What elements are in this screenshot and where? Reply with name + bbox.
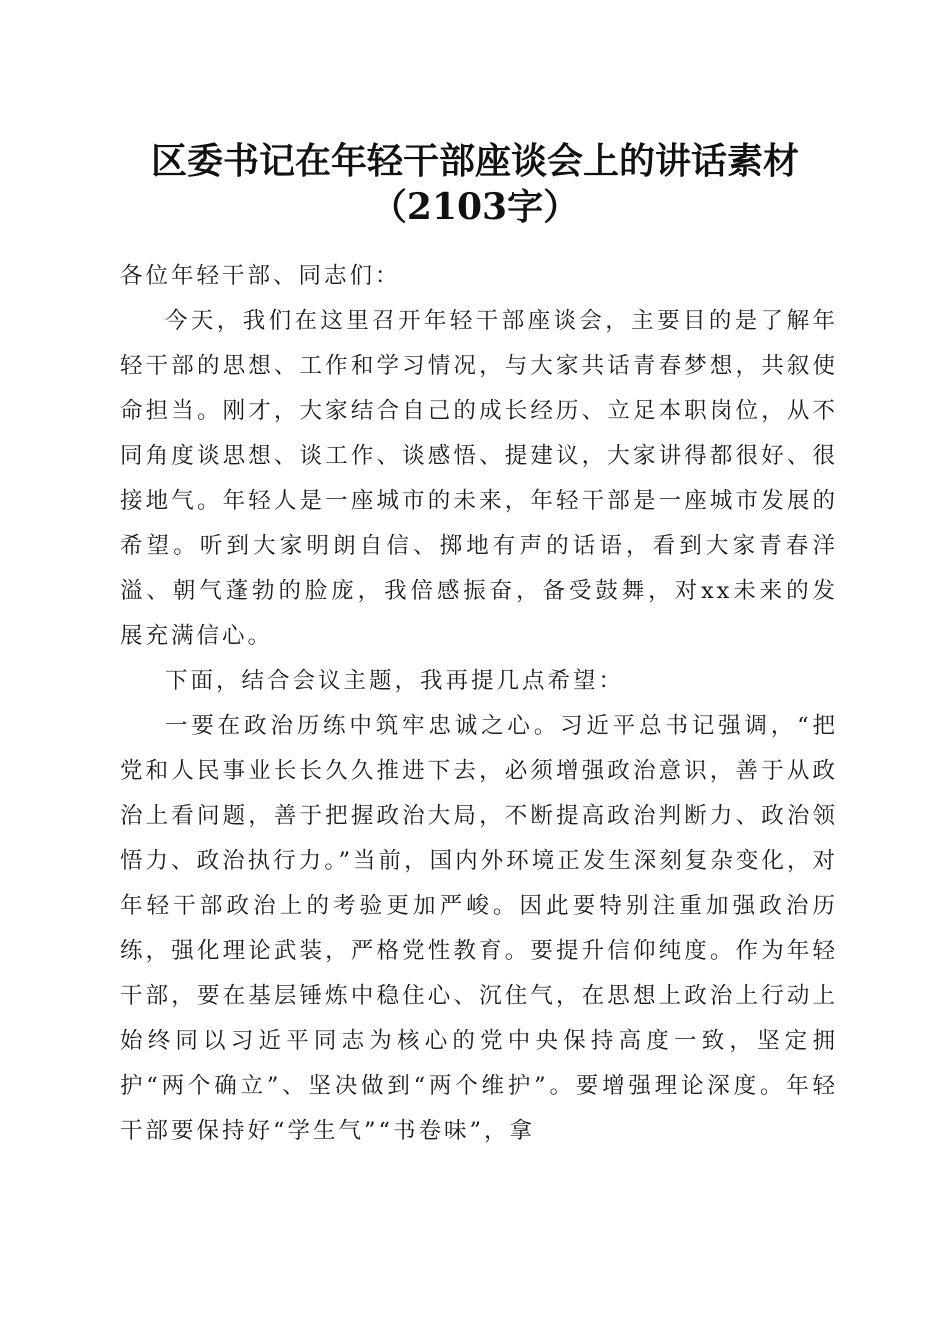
paragraph-transition: 下面，结合会议主题，我再提几点希望： [165,668,625,694]
paragraph-opening: 今天，我们在这里召开年轻干部座谈会，主要目的是了解年轻干部的思想、工作和学习情况，与大家共话青春梦想，共叙使命担当。刚才，大家结合自己的成长经历、立足本职岗位，从不同角度谈思想、谈工作、谈感悟、提建议，大家讲得都很好、很接地气。年轻人是一座城市的未来，年轻干部是一座城市发展的希望。听到大家明朗自信、掷地有声的话语，看到大家青春洋溢、朝气蓬勃的脸庞，我倍感振奋，备受鼓舞，对xx未来的发展充满信心。 [120,308,838,649]
title-block [0,138,950,230]
word-count-subtitle: （2103字） [370,186,580,228]
paragraph-point-one: 一要在政治历练中筑牢忠诚之心。习近平总书记强调，“把党和人民事业长长久久推进下去，必须增强政治意识，善于从政治上看问题，善于把握政治大局，不断提高政治判断力、政治领悟力、政治执行力。”当前，国内外环境正发生深刻复杂变化，对年轻干部政治上的考验更加严峻。因此要特别注重加强政治历练，强化理论武装，严格党性教育。要提升信仰纯度。作为年轻干部，要在基层锤炼中稳住心、沉住气，在思想上政治上行动上始终同以习近平同志为核心的党中央保持高度一致，坚定拥护“两个确立”、坚决做到“两个维护”。要增强理论深度。年轻干部要保持好“学生气”“书卷味”，拿 [120,713,838,1144]
salutation: 各位年轻干部、同志们： [120,263,401,289]
document-title: 区委书记在年轻干部座谈会上的讲话素材 [150,140,799,182]
speech-body [120,254,838,1154]
